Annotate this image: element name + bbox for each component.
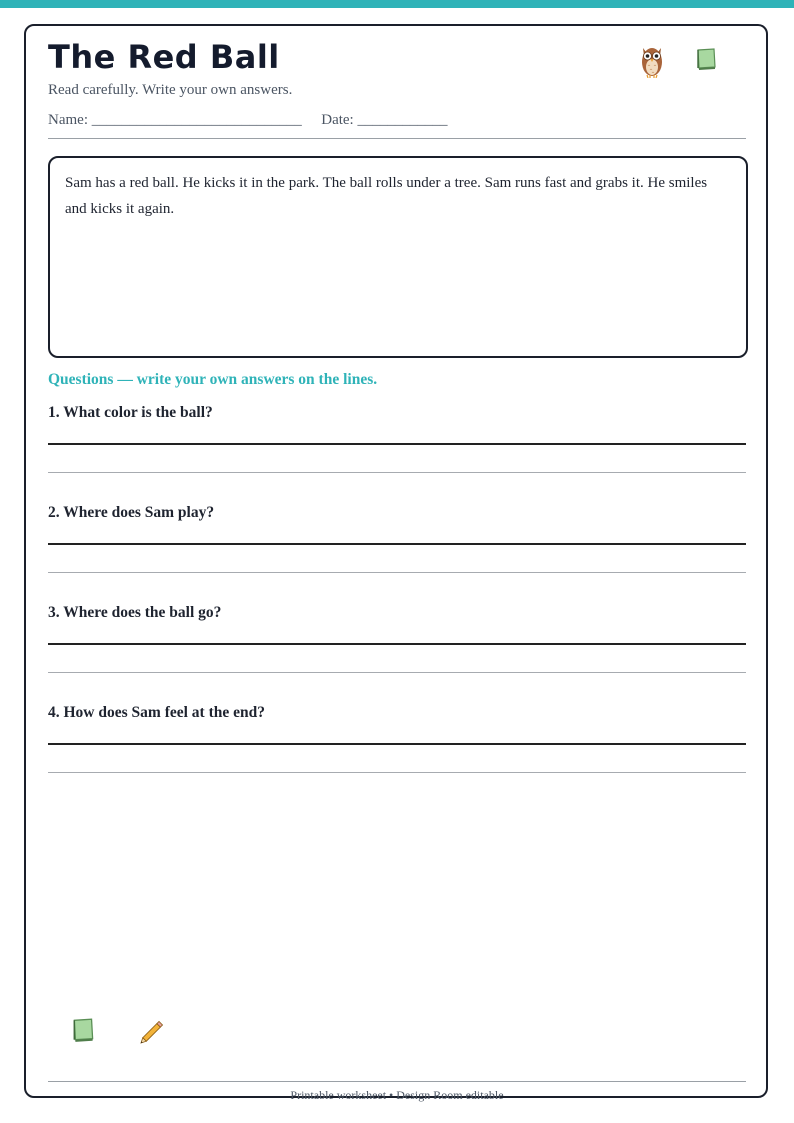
worksheet-title: The Red Ball xyxy=(48,38,280,76)
answer-line-1b[interactable] xyxy=(48,472,746,473)
answer-line-4a[interactable] xyxy=(48,743,746,745)
name-label: Name: xyxy=(48,112,88,128)
book-icon xyxy=(694,46,720,77)
question-2: 2. Where does Sam play? xyxy=(48,504,215,521)
answer-line-2b[interactable] xyxy=(48,572,746,573)
answer-line-3b[interactable] xyxy=(48,672,746,673)
date-blank[interactable]: ____________ xyxy=(357,112,448,128)
footer-divider xyxy=(48,1081,746,1082)
book-icon xyxy=(70,1016,98,1049)
answer-line-4b[interactable] xyxy=(48,772,746,773)
question-4: 4. How does Sam feel at the end? xyxy=(48,704,265,721)
top-accent-bar xyxy=(0,0,794,8)
header-divider xyxy=(48,138,746,139)
answer-line-3a[interactable] xyxy=(48,643,746,645)
date-label: Date: xyxy=(321,112,354,128)
owl-icon xyxy=(638,42,666,83)
worksheet-subtitle: Read carefully. Write your own answers. xyxy=(48,82,293,98)
name-blank[interactable]: ____________________________ xyxy=(91,112,302,128)
reading-passage: Sam has a red ball. He kicks it in the park. The ball rolls under a tree. Sam runs fast and grabs it. He smiles and kicks it again. xyxy=(48,156,748,358)
answer-line-2a[interactable] xyxy=(48,543,746,545)
questions-heading: Questions — write your own answers on the lines. xyxy=(48,371,378,388)
question-3: 3. Where does the ball go? xyxy=(48,604,222,621)
answer-line-1a[interactable] xyxy=(48,443,746,445)
name-date-fields xyxy=(48,112,447,129)
footer-text: Printable worksheet • Design Room editable xyxy=(290,1088,504,1102)
pencil-icon xyxy=(138,1016,168,1051)
question-1: 1. What color is the ball? xyxy=(48,404,213,421)
